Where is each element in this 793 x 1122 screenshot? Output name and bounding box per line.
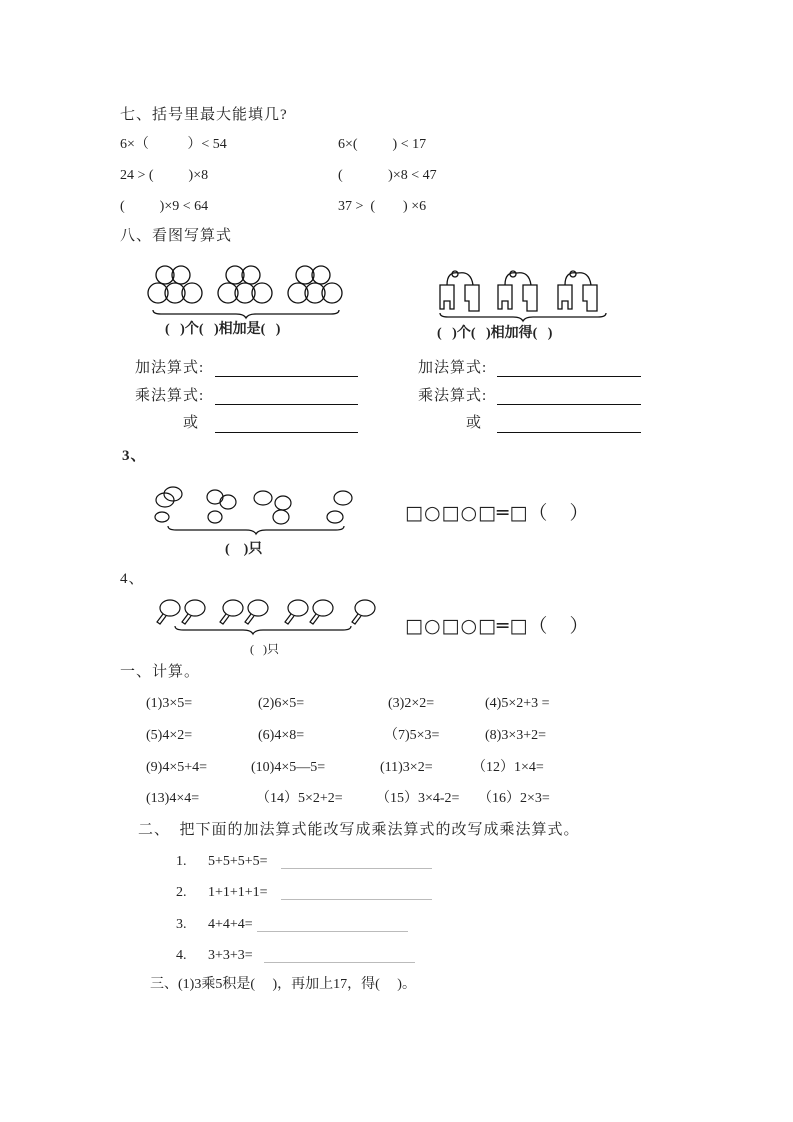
rackets-picture (153, 598, 378, 638)
calc-item: (9)4×5+4= (146, 760, 208, 775)
s7-q5: ( )×9 < 64 (120, 199, 209, 214)
calc-item: (2)6×5= (258, 696, 305, 711)
rewrite-item-number: 2. (176, 885, 187, 900)
s7-q3: 24 > ( )×8 (120, 168, 209, 183)
pumpkins-caption: ( )只 (225, 542, 263, 557)
calc-item: (11)3×2= (380, 760, 433, 775)
rewrite-item-expression: 5+5+5+5= (208, 854, 268, 869)
left-multiplication-label: 乘法算式: (135, 388, 205, 404)
rewrite-item-number: 3. (176, 917, 187, 932)
right-addition-answer-line[interactable] (497, 376, 641, 377)
rewrite-answer-line[interactable] (281, 899, 432, 900)
rewrite-answer-line[interactable] (281, 868, 432, 869)
rewrite-answer-line[interactable] (257, 931, 408, 932)
left-or-label: 或 (183, 415, 200, 431)
calc-item: (5)4×2= (146, 728, 193, 743)
calc-item: （15）3×4-2= (376, 791, 460, 806)
question-4-number: 4、 (120, 571, 145, 587)
mittens-picture (435, 265, 610, 325)
mittens-caption: ( )个( )相加得( ) (437, 326, 553, 341)
pumpkins-picture (153, 486, 358, 536)
calc-item: （16）2×3= (478, 791, 550, 806)
right-multiplication-label: 乘法算式: (418, 388, 488, 404)
left-addition-answer-line[interactable] (215, 376, 358, 377)
question-3-equation: □○□○□═□（ ） (405, 502, 590, 524)
calc-item: (4)5×2+3 = (485, 696, 550, 711)
section-8-title: 八、看图写算式 (120, 228, 233, 244)
calc-item: （14）5×2+2= (256, 791, 343, 806)
rewrite-item-number: 4. (176, 948, 187, 963)
right-or-answer-line[interactable] (497, 432, 641, 433)
rackets-caption: ( )只 (250, 642, 279, 656)
calc-item: （12）1×4= (472, 760, 544, 775)
calc-item: （7)5×3= (384, 728, 440, 743)
s7-q1: 6×（ ）< 54 (120, 137, 227, 152)
apples-picture (148, 262, 348, 322)
calc-item: (8)3×3+2= (485, 728, 547, 743)
left-or-answer-line[interactable] (215, 432, 358, 433)
section-3-question: 三、(1)3乘5积是( )，再加上17，得( )。 (150, 977, 416, 992)
question-3-number: 3、 (122, 448, 147, 464)
s7-q2: 6×( ) < 17 (338, 137, 427, 152)
section-1-title: 一、计算。 (120, 664, 201, 680)
apples-caption: ( )个( )相加是( ) (165, 322, 281, 337)
section-7-title: 七、括号里最大能填几? (120, 107, 288, 123)
s7-q6: 37 > ( ) ×6 (338, 199, 427, 214)
rewrite-item-expression: 3+3+3= (208, 948, 253, 963)
calc-item: (10)4×5—5= (251, 760, 326, 775)
question-4-equation: □○□○□═□（ ） (405, 615, 590, 637)
left-addition-label: 加法算式: (135, 360, 205, 376)
s7-q4: ( )×8 < 47 (338, 168, 437, 183)
right-or-label: 或 (466, 415, 483, 431)
right-multiplication-answer-line[interactable] (497, 404, 641, 405)
section-2-title: 二、 把下面的加法算式能改写成乘法算式的改写成乘法算式。 (138, 822, 580, 838)
calc-item: (13)4×4= (146, 791, 200, 806)
calc-item: (3)2×2= (388, 696, 435, 711)
rewrite-answer-line[interactable] (264, 962, 415, 963)
left-multiplication-answer-line[interactable] (215, 404, 358, 405)
rewrite-item-number: 1. (176, 854, 187, 869)
rewrite-item-expression: 1+1+1+1= (208, 885, 268, 900)
calc-item: (1)3×5= (146, 696, 193, 711)
right-addition-label: 加法算式: (418, 360, 488, 376)
rewrite-item-expression: 4+4+4= (208, 917, 253, 932)
calc-item: (6)4×8= (258, 728, 305, 743)
